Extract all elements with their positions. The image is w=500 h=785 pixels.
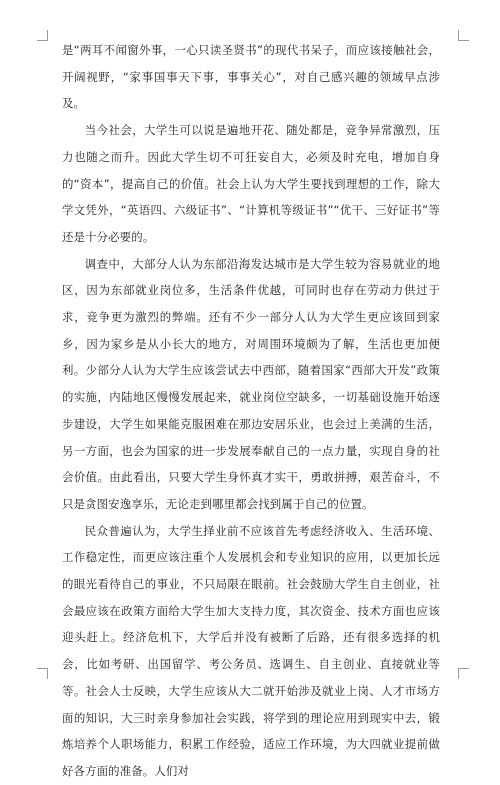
crop-mark-top-right: [458, 30, 469, 41]
paragraph-2: 当今社会，大学生可以说是遍地开花、随处都是，竞争异常激烈，压力也随之而升。因此大学生切不可狂妄自大，必须及时充电，增加自身的“资本”，提高自己的价值。社会上认为大学生要找到理想的工作，除大学文凭外，“英语四、六级证书”、“计算机等级证书”“优干、三好证书”等还是十分必要的。: [62, 123, 440, 244]
crop-mark-bottom-right: [458, 668, 469, 679]
paragraph-4: 民众普遍认为，大学生择业前不应该首先考虑经济收入、生活环境、工作稳定性，而更应该注重个人发展机会和专业知识的应用，以更加长远的眼光看待自己的事业，不只局限在眼前。社会鼓励大学生自主创业，社会最应该在政策方面给大学生加大支持力度，其次资金、技术方面也应该迎头赶上。经济危机下，大学后并没有被断了后路，还有很多选择的机会，比如考研、出国留学、考公务员、选调生、自主创业、直接就业等等。社会人士反映，大学生应该从大二就开始涉及就业上岗、人才市场方面的知识，大三时亲身参加社会实践，将学到的理论应用到现实中去，锻炼培养个人职场能力，积累工作经验，适应工作环境，为大四就业提前做好各方面的准备。人们对: [62, 523, 440, 778]
crop-mark-top-left: [37, 30, 48, 41]
crop-mark-bottom-left: [37, 668, 48, 679]
paragraph-1: 是“两耳不闻窗外事，一心只读圣贤书”的现代书呆子，而应该接触社会，开阔视野，“家事国事天下事，事事关心”，对自己感兴趣的领域早点涉及。: [62, 43, 440, 111]
paragraph-3: 调查中，大部分人认为东部沿海发达城市是大学生较为容易就业的地区，因为东部就业岗位多，生活条件优越，可同时也存在劳动力供过于求，竞争更为激烈的弊端。还有不少一部分人认为大学生更应该回到家乡，因为家乡是从小长大的地方，对周围环境颇为了解，生活也更加便利。少部分人认为大学生应该尝试去中西部，随着国家“西部大开发”政策的实施，内陆地区慢慢发展起来，就业岗位空缺多，一切基础设施开始逐步建设，大学生如果能克服困难在那边安居乐业，也会过上美满的生活，另一方面，也会为国家的进一步发展奉献自己的一点力量，实现自身的社会价值。由此看出，只要大学生身怀真才实干，勇敢拼搏，艰苦奋斗，不只是贪图安逸享乐，无论走到哪里都会找到属于自己的位置。: [62, 256, 440, 511]
document-body: [62, 37, 440, 785]
